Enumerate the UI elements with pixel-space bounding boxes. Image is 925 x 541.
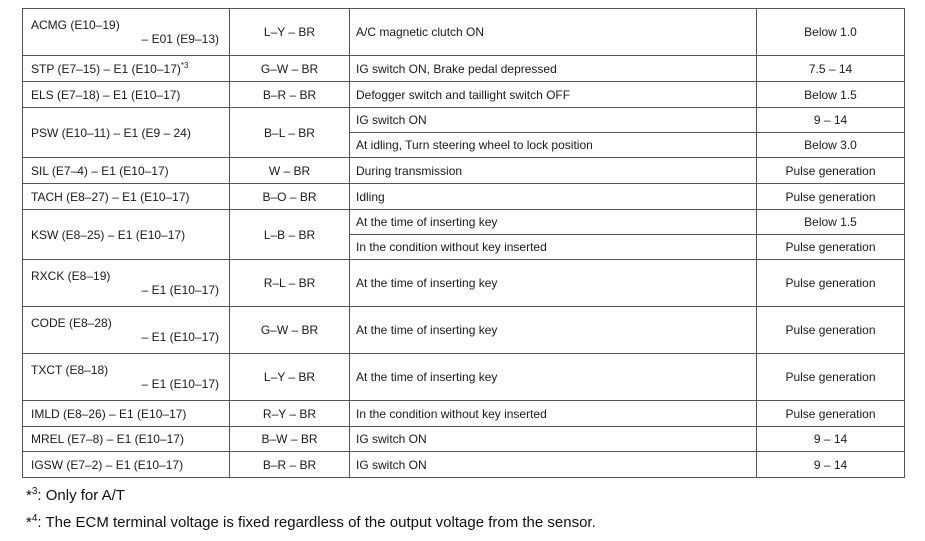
- condition-cell: IG switch ON, Brake pedal depressed: [350, 56, 757, 82]
- table-row: [23, 184, 905, 210]
- table-row: [23, 9, 905, 56]
- table-row: [23, 354, 905, 401]
- wiring-color-cell: W – BR: [230, 158, 350, 184]
- wiring-color-cell: B–R – BR: [230, 452, 350, 478]
- terminal-cell: SIL (E7–4) – E1 (E10–17): [23, 158, 230, 184]
- terminal-cell: RXCK (E8–19) – E1 (E10–17): [23, 260, 230, 307]
- wiring-color-cell: B–O – BR: [230, 184, 350, 210]
- terminal-cell: MREL (E7–8) – E1 (E10–17): [23, 427, 230, 452]
- specified-value-cell: Pulse generation: [757, 260, 905, 307]
- specified-value-cell: 9 – 14: [757, 108, 905, 133]
- table-row: [23, 56, 905, 82]
- condition-cell: In the condition without key inserted: [350, 235, 757, 260]
- footnote-ecm-voltage: *$^4$: The ECM terminal voltage is fixed regardless of the output voltage from the sensor.: [26, 513, 596, 531]
- wiring-color-cell: L–Y – BR: [230, 354, 350, 401]
- condition-cell: A/C magnetic clutch ON: [350, 9, 757, 56]
- condition-cell: IG switch ON: [350, 452, 757, 478]
- wiring-color-cell: R–L – BR: [230, 260, 350, 307]
- footnote-at-only: *$^3$: Only for A/T: [26, 486, 125, 504]
- condition-cell: During transmission: [350, 158, 757, 184]
- footnote-mark: *3: [180, 60, 189, 70]
- table-row: [23, 307, 905, 354]
- condition-cell: At the time of inserting key: [350, 307, 757, 354]
- terminal-cell: KSW (E8–25) – E1 (E10–17): [23, 210, 230, 260]
- wiring-color-cell: B–R – BR: [230, 82, 350, 108]
- specified-value-cell: Pulse generation: [757, 158, 905, 184]
- wiring-color-cell: G–W – BR: [230, 307, 350, 354]
- condition-cell: Idling: [350, 184, 757, 210]
- terminal-cell: IMLD (E8–26) – E1 (E10–17): [23, 401, 230, 427]
- table-row: [23, 82, 905, 108]
- specified-value-cell: Pulse generation: [757, 401, 905, 427]
- condition-cell: At the time of inserting key: [350, 260, 757, 307]
- specified-value-cell: Pulse generation: [757, 235, 905, 260]
- condition-cell: In the condition without key inserted: [350, 401, 757, 427]
- wiring-color-cell: L–B – BR: [230, 210, 350, 260]
- specified-value-cell: 9 – 14: [757, 452, 905, 478]
- condition-cell: At the time of inserting key: [350, 354, 757, 401]
- specified-value-cell: 7.5 – 14: [757, 56, 905, 82]
- specified-value-cell: Below 1.5: [757, 82, 905, 108]
- terminal-voltage-table: [22, 8, 905, 478]
- wiring-color-cell: B–L – BR: [230, 108, 350, 158]
- table-row: [23, 158, 905, 184]
- condition-cell: At idling, Turn steering wheel to lock position: [350, 133, 757, 158]
- specified-value-cell: Pulse generation: [757, 354, 905, 401]
- specified-value-cell: Below 3.0: [757, 133, 905, 158]
- terminal-cell: TACH (E8–27) – E1 (E10–17): [23, 184, 230, 210]
- table-row: [23, 260, 905, 307]
- terminal-cell: ELS (E7–18) – E1 (E10–17): [23, 82, 230, 108]
- table-row: [23, 452, 905, 478]
- condition-cell: IG switch ON: [350, 427, 757, 452]
- wiring-color-cell: G–W – BR: [230, 56, 350, 82]
- wiring-color-cell: R–Y – BR: [230, 401, 350, 427]
- condition-cell: IG switch ON: [350, 108, 757, 133]
- condition-cell: At the time of inserting key: [350, 210, 757, 235]
- terminal-cell: TXCT (E8–18) – E1 (E10–17): [23, 354, 230, 401]
- specified-value-cell: Pulse generation: [757, 307, 905, 354]
- specified-value-cell: Pulse generation: [757, 184, 905, 210]
- terminal-cell: PSW (E10–11) – E1 (E9 – 24): [23, 108, 230, 158]
- condition-cell: Defogger switch and taillight switch OFF: [350, 82, 757, 108]
- terminal-cell: IGSW (E7–2) – E1 (E10–17): [23, 452, 230, 478]
- table-row: [23, 401, 905, 427]
- table-row: [23, 210, 905, 235]
- wiring-color-cell: B–W – BR: [230, 427, 350, 452]
- terminal-cell: ACMG (E10–19) – E01 (E9–13): [23, 9, 230, 56]
- specified-value-cell: Below 1.5: [757, 210, 905, 235]
- specified-value-cell: 9 – 14: [757, 427, 905, 452]
- terminal-cell: CODE (E8–28) – E1 (E10–17): [23, 307, 230, 354]
- table-row: [23, 108, 905, 133]
- specified-value-cell: Below 1.0: [757, 9, 905, 56]
- terminal-cell: STP (E7–15) – E1 $(E10-17)^{*3}$: [23, 56, 230, 82]
- table-row: [23, 427, 905, 452]
- wiring-color-cell: L–Y – BR: [230, 9, 350, 56]
